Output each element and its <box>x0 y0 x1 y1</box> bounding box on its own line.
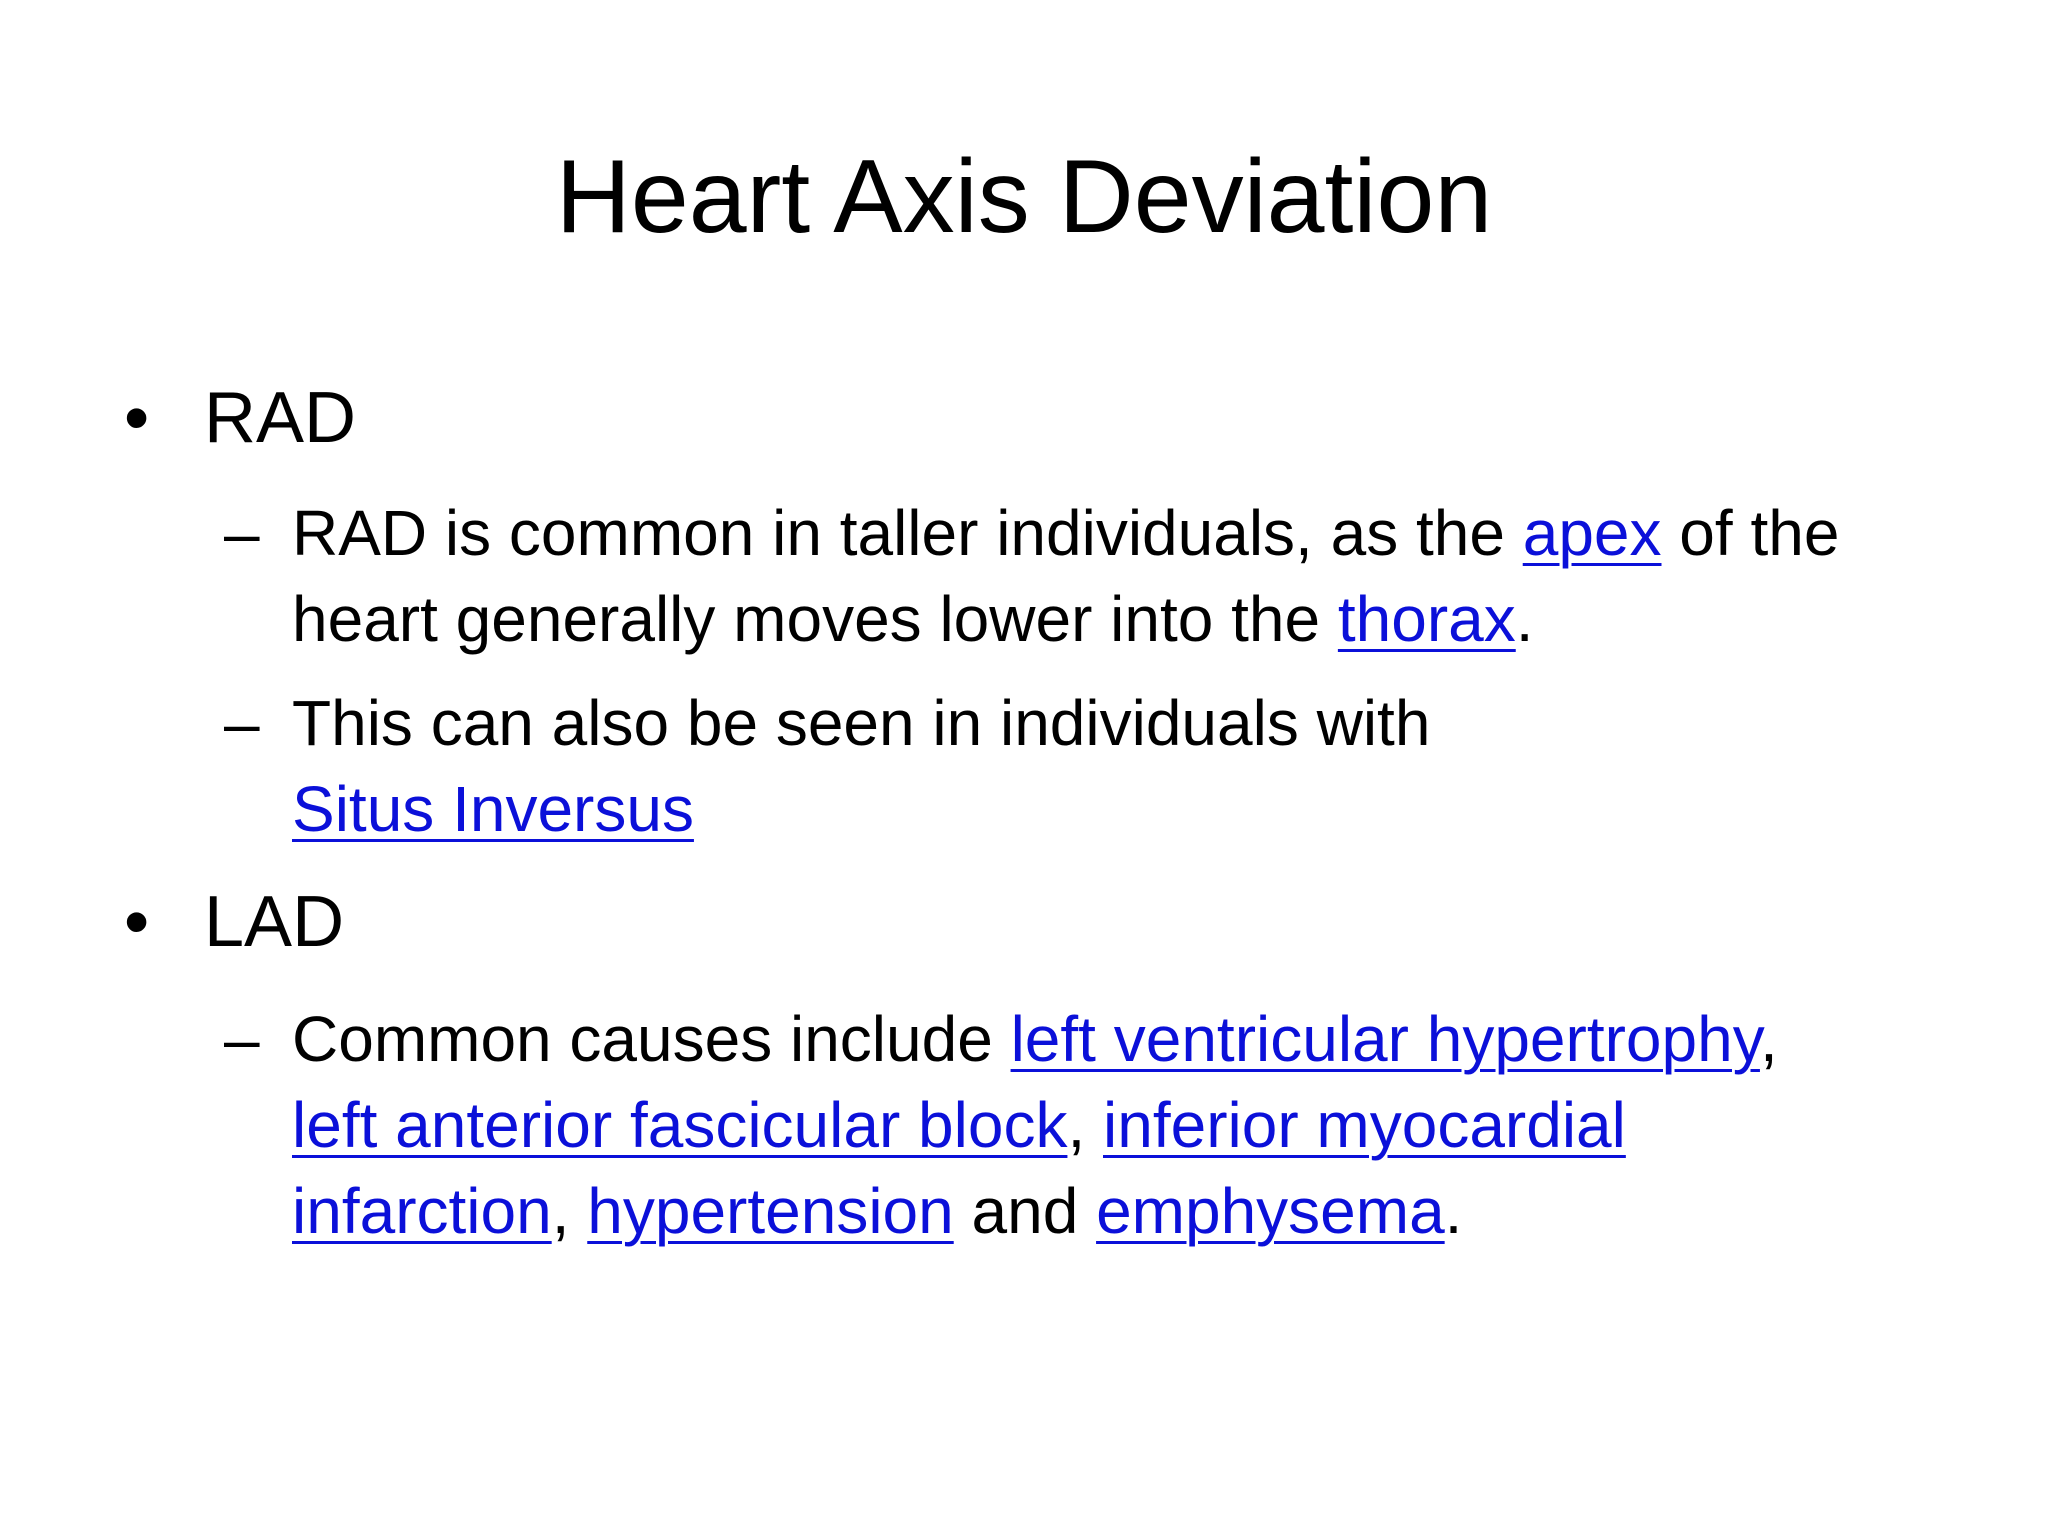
sub-bullet-lad-1 <box>224 996 1984 1254</box>
sub-bullet-rad-2 <box>224 680 1984 852</box>
text-run: , <box>551 1175 588 1247</box>
text-run: . <box>1444 1175 1463 1247</box>
text-run: of the heart generally moves lower into the <box>292 497 1840 655</box>
link-left-ventricular-hypertrophy[interactable]: left ventricular hypertrophy <box>1010 1003 1760 1075</box>
dash-icon: – <box>224 687 260 759</box>
link-inferior-myocardial-infarction[interactable]: inferior myocardial infarction <box>292 1089 1626 1247</box>
text-run: and <box>953 1175 1097 1247</box>
slide-title: Heart Axis Deviation <box>555 139 1493 255</box>
bullet-label: LAD <box>204 882 345 962</box>
sub-bullet-text <box>292 490 1984 662</box>
link-apex[interactable]: apex <box>1522 497 1662 569</box>
link-hypertension[interactable]: hypertension <box>587 1175 954 1247</box>
dash-icon: – <box>224 497 260 569</box>
text-run: Common causes include <box>292 1003 1011 1075</box>
link-situs-inversus[interactable]: Situs Inversus <box>292 773 694 845</box>
sub-bullet-rad-1 <box>224 490 1984 662</box>
link-left-anterior-fascicular-block[interactable]: left anterior fascicular block <box>292 1089 1068 1161</box>
text-run: RAD is common in taller individuals, as the <box>292 497 1523 569</box>
sub-bullet-text <box>292 680 1492 852</box>
dash-icon: – <box>224 1003 260 1075</box>
text-run: . <box>1515 583 1534 655</box>
bullet-dot-icon: • <box>124 378 150 458</box>
link-thorax[interactable]: thorax <box>1337 583 1516 655</box>
text-run: , <box>1067 1089 1103 1161</box>
bullet-label: RAD <box>204 378 357 458</box>
link-emphysema[interactable]: emphysema <box>1096 1175 1445 1247</box>
sub-bullet-text <box>292 996 1872 1254</box>
text-run: , <box>1759 1003 1778 1075</box>
bullet-dot-icon: • <box>124 882 150 962</box>
text-run: This can also be seen in individuals with <box>292 687 1431 759</box>
